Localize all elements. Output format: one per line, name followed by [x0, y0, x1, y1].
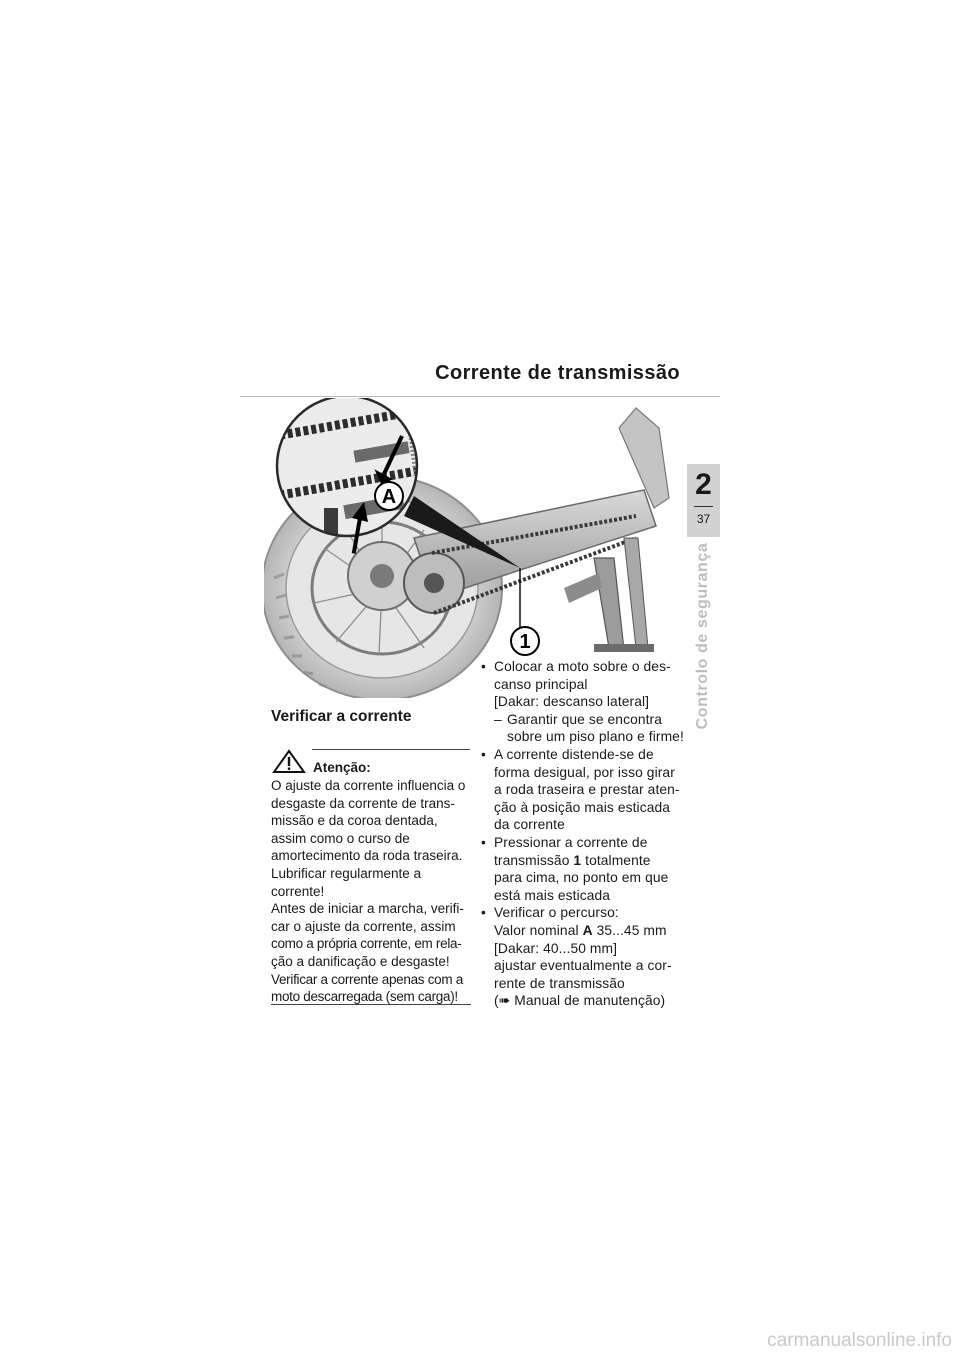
- step-3-line: [481, 852, 706, 870]
- step-text: A corrente distende-se de: [494, 746, 654, 762]
- label-1: 1: [519, 631, 531, 653]
- substep-text: Garantir que se encontra: [507, 711, 663, 727]
- dash: –: [494, 711, 502, 727]
- step-text: Valor nominal: [494, 922, 583, 938]
- substep-line: [481, 711, 706, 729]
- step-3-line: está mais esticada: [494, 887, 611, 903]
- chapter-rule: [694, 506, 713, 507]
- bullet: •: [481, 905, 486, 921]
- chapter-number: 2: [695, 468, 712, 501]
- bullet: •: [481, 834, 486, 850]
- arrow-right-icon: ➠: [498, 993, 511, 1009]
- warning-line: Antes de iniciar a marcha, verifi-: [271, 901, 464, 917]
- warning-line: Verificar a corrente apenas com a: [271, 971, 463, 987]
- step-4-line: rente de transmissão: [494, 975, 625, 991]
- warning-line: O ajuste da corrente influencia o: [271, 778, 466, 793]
- step-1-line: canso principal: [494, 676, 588, 692]
- step-text: Verificar o percurso:: [494, 905, 619, 921]
- warning-line: assim como o curso de: [271, 830, 410, 846]
- warning-title: Atenção:: [313, 760, 371, 775]
- page-number: 37: [696, 512, 711, 526]
- step-2-line: da corrente: [494, 817, 565, 833]
- step-3-line: [481, 834, 706, 852]
- step-4-line: [481, 922, 706, 940]
- step-4-line: [481, 992, 706, 1010]
- step-1-line: [Dakar: descanso lateral]: [494, 694, 650, 710]
- chain-illustration: [264, 398, 694, 698]
- step-2-line: ção à posição mais esticada: [494, 799, 671, 815]
- substep-line: sobre um piso plano e firme!: [507, 729, 684, 745]
- warning-line: como a própria corrente, em rela-: [271, 936, 462, 952]
- step-1-line: [481, 658, 706, 676]
- chapter-label: Controlo de segurança: [694, 542, 711, 730]
- step-4-line: [Dakar: 40...50 mm]: [494, 940, 618, 956]
- ref-a: A: [582, 922, 593, 938]
- step-2-line: a roda traseira e prestar aten-: [494, 782, 680, 798]
- warning-rule-bottom: [271, 1004, 471, 1005]
- warning-line: amortecimento da roda traseira.: [271, 848, 463, 864]
- section-heading: Verificar a corrente: [271, 708, 412, 725]
- warning-line: moto descarregada (sem carga)!: [271, 989, 458, 1005]
- step-text: 35...45 mm: [592, 922, 667, 938]
- step-text: Manual de manutenção): [510, 993, 666, 1009]
- step-text: (: [494, 993, 499, 1009]
- step-4-line: [481, 904, 706, 922]
- label-a: A: [381, 486, 397, 508]
- step-4-line: ajustar eventualmente a cor-: [494, 958, 672, 974]
- warning-line: desgaste da corrente de trans-: [271, 795, 455, 811]
- page-title: Corrente de transmissão: [435, 362, 680, 384]
- warning-line: missão e da coroa dentada,: [271, 813, 438, 829]
- step-text: transmissão: [494, 852, 574, 868]
- step-text: Pressionar a corrente de: [494, 834, 648, 850]
- warning-triangle-icon: [271, 748, 307, 774]
- warning-text: [271, 777, 475, 1006]
- bullet: •: [481, 746, 486, 762]
- procedure-steps: [481, 658, 706, 1010]
- step-text: totalmente: [581, 852, 651, 868]
- warning-line: corrente!: [271, 883, 325, 899]
- warning-line: car o ajuste da corrente, assim: [271, 918, 456, 934]
- chapter-tab: [687, 464, 720, 537]
- step-2-line: forma desigual, por isso girar: [494, 764, 675, 780]
- step-3-line: para cima, no ponto em que: [494, 870, 669, 886]
- warning-rule-top: [312, 749, 470, 750]
- bullet: •: [481, 659, 486, 674]
- step-2-line: [481, 746, 706, 764]
- step-text: Colocar a moto sobre o des-: [494, 659, 671, 674]
- title-rule: [240, 396, 720, 397]
- warning-line: Lubrificar regularmente a: [271, 865, 422, 881]
- watermark: carmanualsonline.info: [767, 1330, 952, 1351]
- warning-line: ção a danificação e desgaste!: [271, 953, 450, 969]
- ref-1: 1: [573, 852, 582, 868]
